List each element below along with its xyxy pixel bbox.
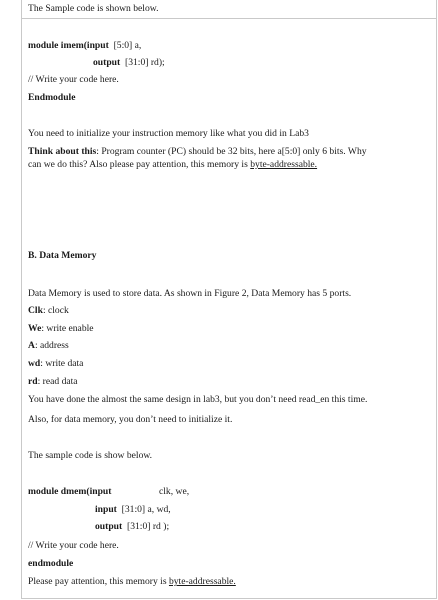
dmem-line-1 — [28, 487, 111, 497]
port-name: wd — [28, 358, 41, 369]
port-name: rd — [28, 376, 38, 387]
intro-text: The Sample code is shown below. — [28, 3, 159, 14]
port-desc: : write enable — [41, 323, 94, 334]
port-desc: : address — [34, 340, 69, 351]
dmem-input-signals: a, wd, — [147, 504, 171, 515]
dmem-output-signal: rd ); — [152, 521, 170, 532]
imem-input-range: [5:0] — [113, 40, 133, 51]
output-keyword: output — [95, 521, 123, 532]
dmem-comment: // Write your code here. — [28, 540, 119, 551]
dmem-output-range: [31:0] — [127, 521, 151, 532]
port-name: We — [28, 323, 42, 334]
imem-output-range: [31:0] — [125, 57, 149, 68]
port-clk — [28, 306, 69, 316]
think-line-2 — [28, 160, 317, 170]
imem-line-2 — [93, 58, 165, 68]
byte-addressable-link: byte-addressable. — [168, 576, 236, 587]
dmem-endmodule: endmodule — [28, 558, 74, 569]
port-desc: : write data — [40, 358, 84, 369]
page-frame — [21, 0, 437, 599]
imem-name: imem( — [60, 40, 87, 51]
imem-comment: // Write your code here. — [28, 74, 119, 85]
input-keyword: input — [95, 504, 117, 515]
port-we — [28, 324, 94, 334]
port-wd — [28, 359, 83, 369]
output-keyword: output — [93, 57, 121, 68]
sample-show-text: The sample code is show below. — [28, 450, 153, 461]
final-note — [28, 577, 236, 587]
dmem-line-2 — [95, 505, 171, 515]
input-keyword: input — [86, 40, 109, 51]
init-note: You need to initialize your instruction memory like what you did in Lab3 — [28, 128, 309, 139]
port-rd — [28, 377, 78, 387]
imem-input-signal: a, — [134, 40, 142, 51]
port-a — [28, 341, 69, 351]
imem-line-1 — [28, 41, 141, 51]
input-keyword: input — [89, 486, 112, 497]
section-b-title: B. Data Memory — [28, 250, 97, 261]
init-note-2: Also, for data memory, you don’t need to initialize it. — [28, 414, 233, 425]
think-label: Think about this — [28, 146, 97, 157]
port-desc: : clock — [42, 305, 69, 316]
think-text-2: can we do this? Also please pay attention, this memory is — [28, 159, 251, 170]
lab-note: You have done the almost the same design in lab3, but you don’t need read_en this time. — [28, 394, 368, 405]
top-divider — [21, 18, 437, 19]
module-keyword: module — [28, 486, 59, 497]
byte-addressable-link: byte-addressable. — [250, 159, 318, 170]
dmem-input-range: [31:0] — [121, 504, 146, 515]
dmem-name: dmem( — [60, 486, 90, 497]
imem-endmodule: Endmodule — [28, 92, 76, 103]
dmem-line-3 — [95, 522, 169, 532]
think-line-1 — [28, 147, 367, 157]
dmem-first-signals: clk, we, — [159, 486, 190, 497]
imem-output-signal: rd); — [150, 57, 165, 68]
think-text-1: : Program counter (PC) should be 32 bits, here a[5:0] only 6 bits. Why — [96, 146, 367, 157]
final-note-text: Please pay attention, this memory is — [28, 576, 169, 587]
port-name: Clk — [28, 305, 43, 316]
dm-description: Data Memory is used to store data. As shown in Figure 2, Data Memory has 5 ports. — [28, 288, 352, 299]
port-desc: : read data — [37, 376, 78, 387]
port-name: A — [28, 340, 35, 351]
module-keyword: module — [28, 40, 59, 51]
